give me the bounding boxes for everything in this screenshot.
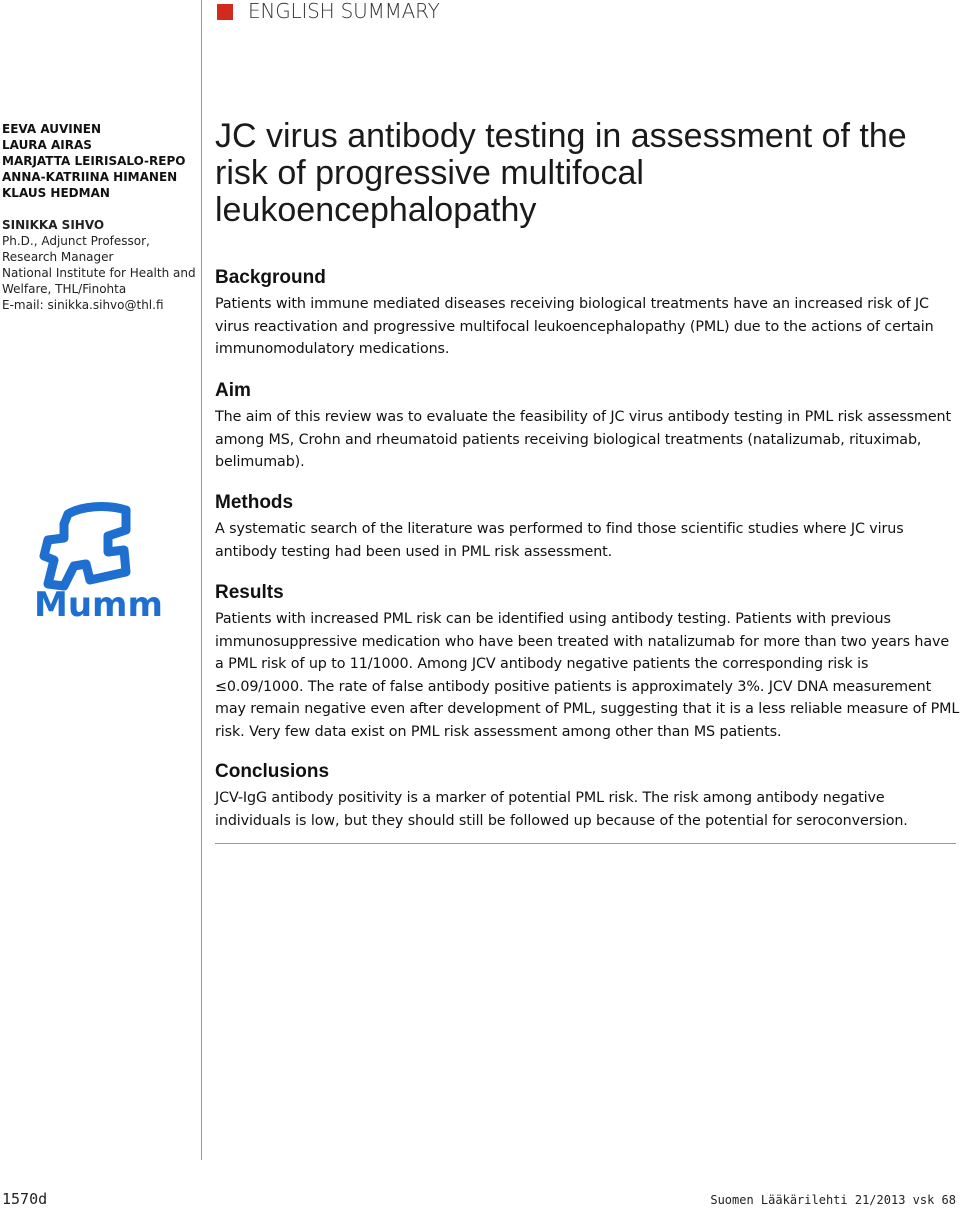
section-heading: Results <box>215 582 284 603</box>
section-heading: Aim <box>215 380 251 401</box>
section-background <box>215 266 960 361</box>
contact-author <box>2 217 197 313</box>
section-aim <box>215 379 960 474</box>
section-heading: Conclusions <box>215 761 330 782</box>
author-name: LAURA AIRAS <box>2 138 92 152</box>
contact-institution: National Institute for Health and <box>2 266 196 280</box>
author-name: ANNA-KATRIINA HIMANEN <box>2 170 178 184</box>
section-text: The aim of this review was to evaluate the feasibility of JC virus antibody testing in PML risk assessment among MS, Crohn and rheumatoid patients receiving biological treatments (natalizumab, rituximab, belimumab). <box>215 409 952 470</box>
author-name: KLAUS HEDMAN <box>2 186 110 200</box>
logo-text: Mumm <box>34 585 163 625</box>
end-rule <box>215 843 956 844</box>
section-heading: Background <box>215 267 326 288</box>
section-heading: Methods <box>215 492 294 513</box>
mumm-cross-logo-icon <box>30 500 163 625</box>
author-name: EEVA AUVINEN <box>2 122 102 136</box>
section-text: JCV-IgG antibody positivity is a marker of potential PML risk. The risk among antibody negative individuals is low, but they should still be followed up because of the potential for seroconversion. <box>215 790 908 829</box>
section-text: A systematic search of the literature was performed to find those scientific studies where JC virus antibody testing had been used in PML risk assessment. <box>215 521 904 560</box>
section-text: Patients with increased PML risk can be identified using antibody testing. Patients with previous immunosuppressive medication who have been treated with natalizumab for more than two years have a PML risk of up to 11/1000. Among JCV antibody negative patients the corresponding risk is ≤0.09/1000. The rate of false antibody positive patients is approximately 3%. JCV DNA measurement may remain negative even after development of PML, suggesting that it is a less reliable measure of PML risk. Very few data exist on PML risk assessment among other than MS patients. <box>215 611 960 740</box>
contact-institution-cont: Welfare, THL/Finohta <box>2 282 127 296</box>
section-conclusions <box>215 760 960 832</box>
section-tag: ENGLISH SUMMARY <box>248 0 440 23</box>
section-methods <box>215 491 960 563</box>
contact-title: Ph.D., Adjunct Professor, <box>2 234 150 248</box>
section-results <box>215 581 960 743</box>
journal-citation: Suomen Lääkärilehti 21/2013 vsk 68 <box>710 1193 956 1207</box>
contact-position: Research Manager <box>2 250 114 264</box>
column-divider <box>201 0 202 1160</box>
article-title: JC virus antibody testing in assessment of the risk of progressive multifocal leukoencephalopathy <box>215 117 907 229</box>
mumm-logo <box>30 500 163 625</box>
contact-name: SINIKKA SIHVO <box>2 218 105 232</box>
author-list <box>2 121 197 201</box>
contact-email[interactable]: E-mail: sinikka.sihvo@thl.fi <box>2 298 164 312</box>
author-name: MARJATTA LEIRISALO-REPO <box>2 154 186 168</box>
page-number: 1570d <box>2 1190 48 1208</box>
section-text: Patients with immune mediated diseases receiving biological treatments have an increased risk of JC virus reactivation and progressive multifocal leukoencephalopathy (PML) due to the actions of certain immunomodulatory medications. <box>215 296 934 357</box>
section-marker-square <box>217 4 233 20</box>
